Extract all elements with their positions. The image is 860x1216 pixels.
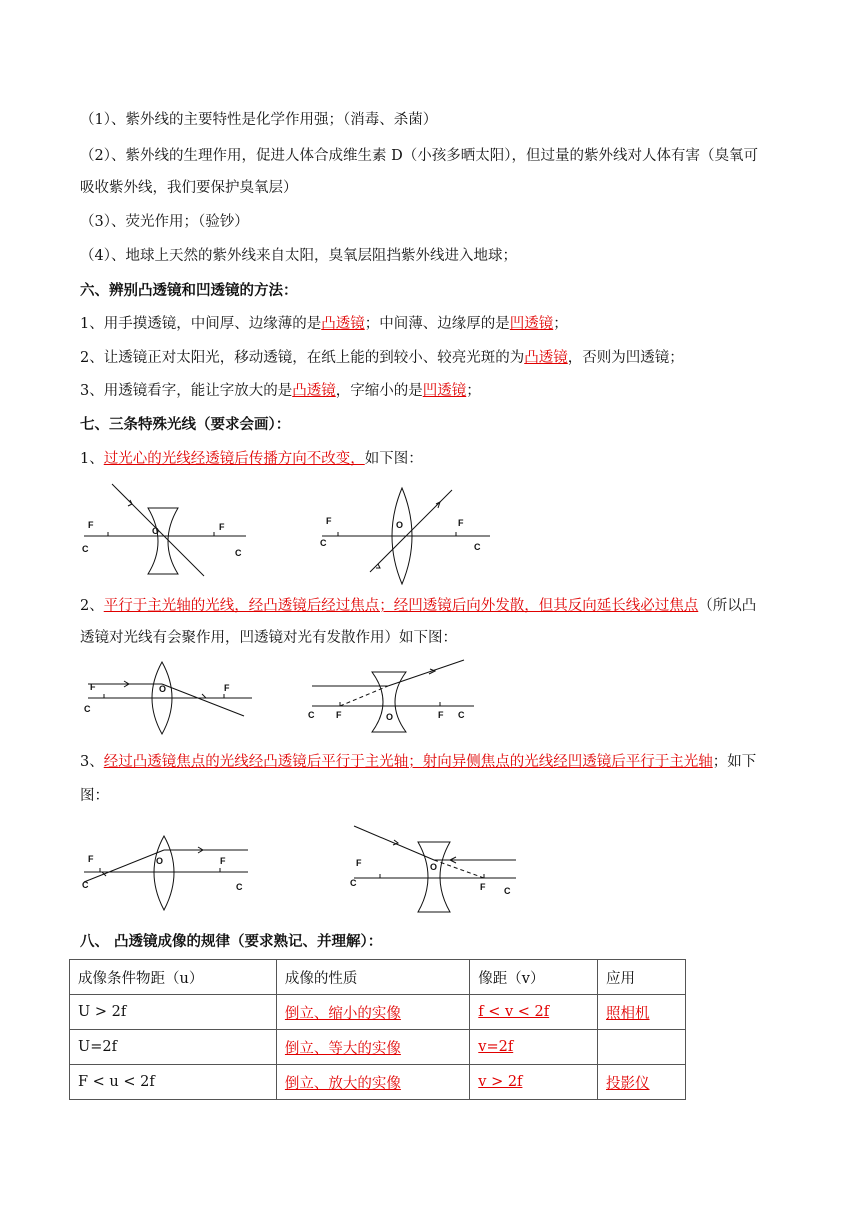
- fig1a-F-left: F: [88, 520, 94, 530]
- table-row: [70, 1030, 686, 1065]
- uv-point-4: （4）、地球上天然的紫外线来自太阳，臭氧层阻挡紫外线进入地球；: [80, 248, 517, 264]
- table-cell: v=2f: [470, 1030, 598, 1065]
- table-row: [70, 1065, 686, 1100]
- s6-l1-convex: 凸透镜: [321, 316, 365, 332]
- fig1a-O: O: [152, 526, 160, 536]
- fig3a-C-left: C: [82, 880, 89, 890]
- s6-l1-text-a: 1、用手摸透镜，中间厚、边缘薄的是: [80, 316, 322, 332]
- fig3a-F-left: F: [88, 854, 94, 864]
- fig-convex-center-ray: [318, 480, 508, 580]
- table-header-row: [70, 960, 686, 995]
- s7-r1-red: 过光心的光线经透镜后传播方向不改变，: [103, 451, 365, 467]
- fig1b-C-right: C: [474, 542, 481, 552]
- table-cell: 照相机: [598, 995, 686, 1030]
- table-cell: 倒立、放大的实像: [276, 1065, 469, 1100]
- table-header-cell: 成像的性质: [276, 960, 469, 995]
- fig1b-F-left: F: [326, 516, 332, 526]
- uv-point-1: （1）、紫外线的主要特性是化学作用强；（消毒、杀菌）: [80, 112, 438, 128]
- fig3b-O: O: [430, 862, 438, 872]
- s6-l3-text-c: ，字缩小的是: [335, 383, 423, 399]
- s6-l3-text-a: 3、用透镜看字，能让字放大的是: [80, 383, 293, 399]
- s6-line-3: [80, 381, 481, 401]
- fig1a-F-right: F: [219, 522, 225, 532]
- fig2a-C-left: C: [84, 704, 91, 714]
- table-header-cell: 应用: [598, 960, 686, 995]
- fig-concave-center-ray: [78, 480, 258, 580]
- fig3a-O: O: [156, 856, 164, 866]
- fig-convex-parallel-ray: [84, 660, 264, 738]
- fig1a-C-right: C: [235, 548, 242, 558]
- table-cell: f < v < 2f: [470, 995, 598, 1030]
- fig1b-O: O: [396, 520, 404, 530]
- fig3b-C-right: C: [504, 886, 511, 896]
- fig-concave-parallel-ray: [308, 656, 488, 736]
- table-cell: [598, 1030, 686, 1065]
- s7-r2-num: 2、: [80, 598, 104, 614]
- fig2a-F-right: F: [224, 683, 230, 693]
- fig2a-O: O: [159, 684, 167, 694]
- s7-rule-1: [80, 449, 423, 469]
- table-cell: 倒立、缩小的实像: [276, 995, 469, 1030]
- s6-l2-text-a: 2、让透镜正对太阳光，移动透镜，在纸上能的到较小、较亮光斑的为: [80, 350, 525, 366]
- fig3b-F-left: F: [356, 858, 362, 868]
- uv-point-2-cont: 吸收紫外线，我们要保护臭氧层）: [80, 180, 298, 196]
- s6-l3-convex: 凸透镜: [292, 383, 336, 399]
- table-header-cell: 成像条件物距（u）: [70, 960, 277, 995]
- uv-point-2: （2）、紫外线的生理作用，促进人体合成维生素 D（小孩多晒太阳），但过量的紫外线对人体有害（臭氧可: [80, 148, 758, 164]
- fig2b-C-left: C: [308, 710, 315, 720]
- s7-r3-num: 3、: [80, 754, 104, 770]
- s6-l1-concave: 凹透镜: [509, 316, 554, 332]
- s7-r1-tail: 如下图：: [364, 451, 423, 467]
- s6-l3-text-e: ；: [466, 383, 481, 399]
- fig2b-C-right: C: [458, 710, 465, 720]
- section-8-heading: 八、 凸透镜成像的规律（要求熟记、并理解）：: [80, 934, 383, 950]
- s7-rule-2-cont: 透镜对光线有会聚作用，凹透镜对光有发散作用）如下图：: [80, 630, 457, 646]
- table-cell: 倒立、等大的实像: [276, 1030, 469, 1065]
- fig3b-F-right: F: [480, 882, 486, 892]
- imaging-rules-table: [69, 959, 686, 1100]
- s7-rule-3-cont: 图：: [80, 788, 109, 804]
- fig1a-C-left: C: [82, 544, 89, 554]
- table-cell: U > 2f: [70, 995, 277, 1030]
- s7-r1-num: 1、: [80, 451, 104, 467]
- section-7-heading: 七、三条特殊光线（要求会画）：: [80, 417, 291, 433]
- fig-concave-focus-ray: [350, 822, 530, 914]
- fig3a-C-right: C: [236, 882, 243, 892]
- fig2b-O: O: [386, 712, 394, 722]
- s6-l1-text-c: ；中间薄、边缘厚的是: [364, 316, 510, 332]
- fig3b-C-left: C: [350, 878, 357, 888]
- s7-rule-2: [80, 596, 756, 616]
- section-6-heading: 六、辨别凸透镜和凹透镜的方法：: [80, 283, 298, 299]
- fig2b-F-right: F: [438, 710, 444, 720]
- fig3a-F-right: F: [220, 856, 226, 866]
- table-cell: F < u < 2f: [70, 1065, 277, 1100]
- table-cell: v > 2f: [470, 1065, 598, 1100]
- s6-line-1: [80, 314, 568, 334]
- s7-r2-tail: （所以凸: [698, 598, 757, 614]
- fig2a-F-left: F: [90, 682, 96, 692]
- fig-convex-focus-ray: [80, 832, 260, 914]
- s7-r3-tail: ；如下: [712, 754, 757, 770]
- fig1b-F-right: F: [458, 518, 464, 528]
- s7-r2-red: 平行于主光轴的光线，经凸透镜后经过焦点；经凹透镜后向外发散，但其反向延长线必过焦点: [103, 598, 699, 614]
- table-header-cell: 像距（v）: [470, 960, 598, 995]
- s6-l2-text-c: ，否则为凹透镜；: [567, 350, 684, 366]
- table-cell: 投影仪: [598, 1065, 686, 1100]
- uv-point-3: （3）、荧光作用；（验钞）: [80, 214, 249, 230]
- s6-l1-text-e: ；: [553, 316, 568, 332]
- fig1b-C-left: C: [320, 538, 327, 548]
- s6-l2-convex: 凸透镜: [524, 350, 568, 366]
- fig2b-F-left: F: [336, 710, 342, 720]
- s6-line-2: [80, 348, 684, 368]
- s7-r3-red: 经过凸透镜焦点的光线经凸透镜后平行于主光轴；射向异侧焦点的光线经凹透镜后平行于主光轴: [103, 754, 713, 770]
- table-cell: U=2f: [70, 1030, 277, 1065]
- s6-l3-concave: 凹透镜: [422, 383, 467, 399]
- s7-rule-3: [80, 752, 756, 772]
- table-row: [70, 995, 686, 1030]
